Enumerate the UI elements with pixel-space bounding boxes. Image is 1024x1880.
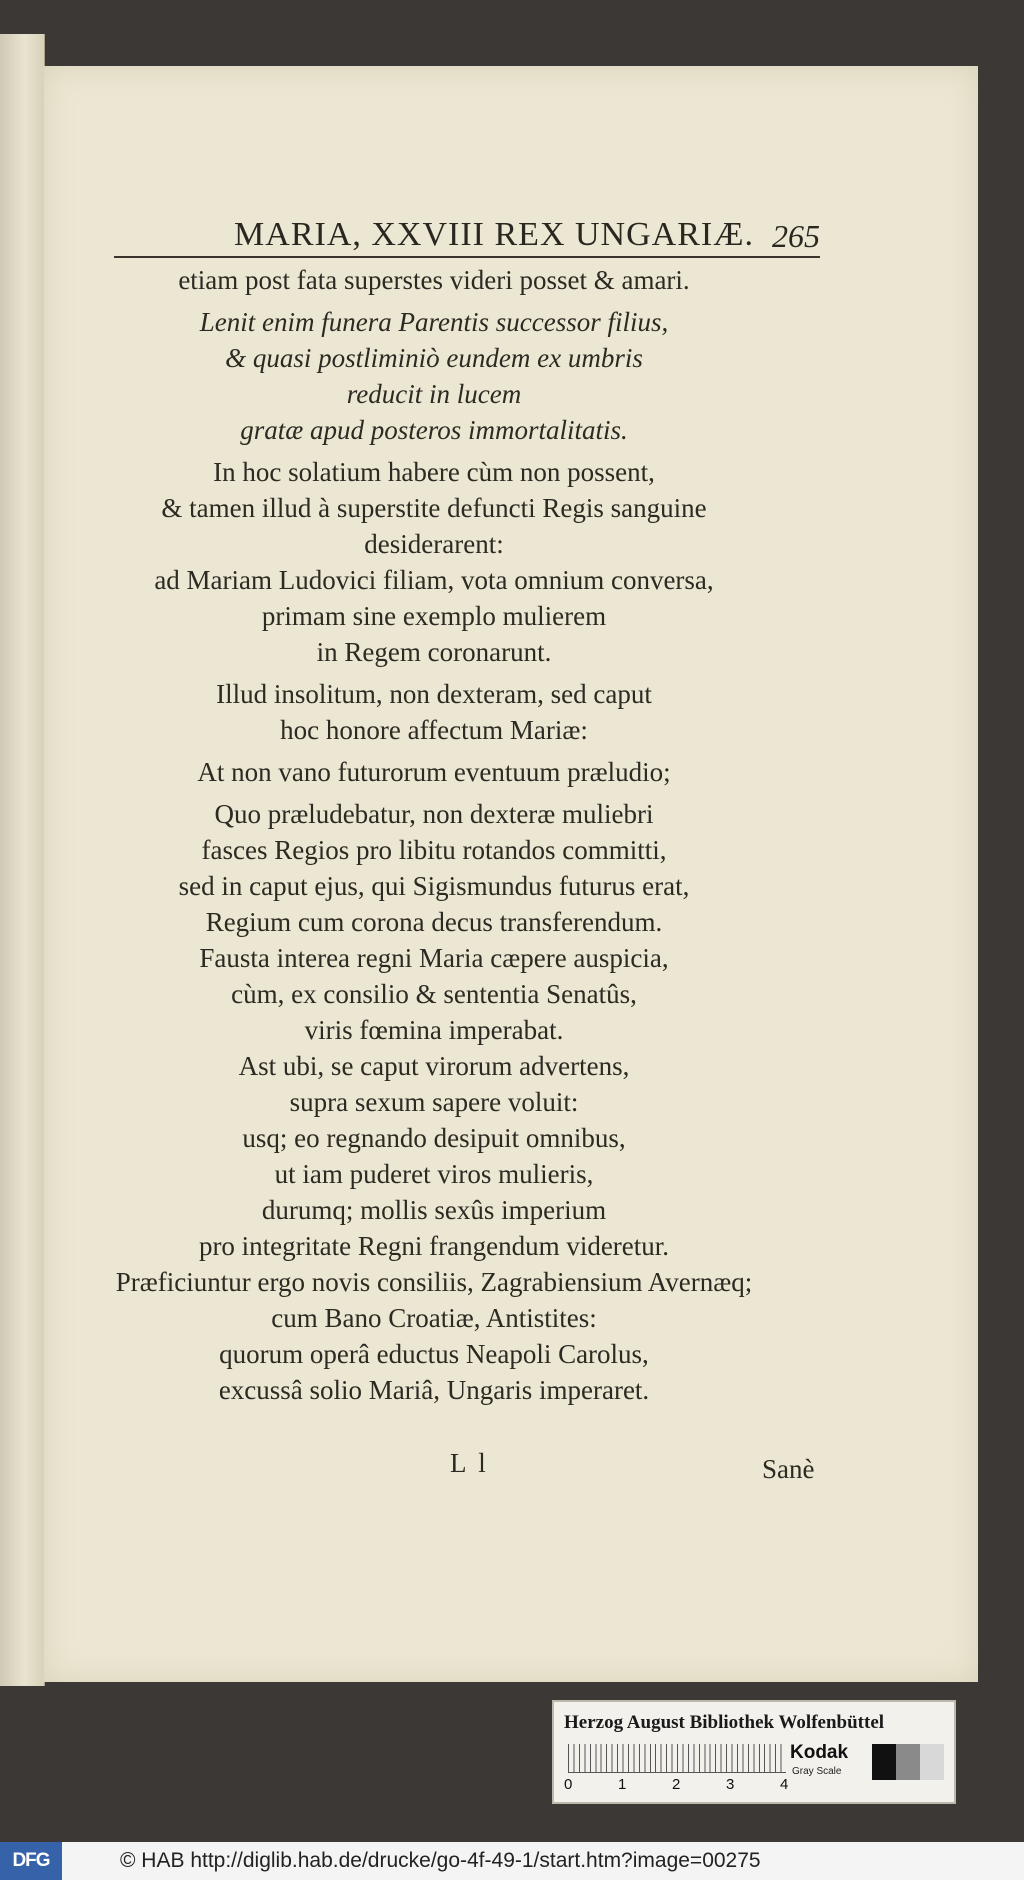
running-head-title: MARIA, XXVIII REX UNGARIÆ. bbox=[234, 216, 754, 253]
text-line: ut iam puderet viros mulieris, bbox=[274, 1159, 594, 1189]
text-line: etiam post fata superstes videri posset & amari. bbox=[178, 265, 690, 295]
text-line: excussâ solio Mariâ, Ungaris imperaret. bbox=[218, 1375, 650, 1405]
gray-swatch bbox=[896, 1744, 920, 1780]
text-line: cùm, ex consilio & sententia Senatûs, bbox=[231, 979, 637, 1009]
text-line: viris fœmina imperabat. bbox=[304, 1015, 564, 1045]
text-line: ad Mariam Ludovici filiam, vota omnium conversa, bbox=[154, 565, 714, 595]
text-line: quorum operâ eductus Neapoli Carolus, bbox=[219, 1339, 649, 1369]
ruler-number: 2 bbox=[672, 1776, 681, 1793]
measurement-ruler bbox=[568, 1744, 786, 1773]
text-line: fasces Regios pro libitu rotandos committi, bbox=[201, 835, 667, 865]
ruler-number: 3 bbox=[726, 1776, 735, 1793]
text-line: & quasi postliminiò eundem ex umbris bbox=[225, 343, 643, 373]
footer-bar bbox=[0, 1842, 1024, 1880]
ruler-number: 4 bbox=[780, 1776, 789, 1793]
institution-name: Herzog August Bibliothek Wolfenbüttel bbox=[564, 1712, 885, 1733]
copyright-link[interactable]: © HAB http://diglib.hab.de/drucke/go-4f-49-1/start.htm?image=00275 bbox=[120, 1849, 761, 1872]
text-line: Illud insolitum, non dexteram, sed caput bbox=[216, 679, 652, 709]
text-line: Præficiuntur ergo novis consiliis, Zagrabiensium Avernæq; bbox=[115, 1267, 753, 1297]
text-line: reducit in lucem bbox=[346, 379, 522, 409]
text-line: Regium cum corona decus transferendum. bbox=[205, 907, 663, 937]
ruler-number: 0 bbox=[564, 1776, 573, 1793]
running-head bbox=[44, 216, 978, 266]
text-line: Ast ubi, se caput virorum advertens, bbox=[238, 1051, 630, 1081]
text-line: At non vano futurorum eventuum præludio; bbox=[197, 757, 671, 787]
text-line: cum Bano Croatiæ, Antistites: bbox=[271, 1303, 597, 1333]
text-line: & tamen illud à superstite defuncti Regis sanguine bbox=[161, 493, 707, 523]
text-line: In hoc solatium habere cùm non possent, bbox=[213, 457, 655, 487]
page-number: 265 bbox=[772, 218, 820, 254]
text-line: supra sexum sapere voluit: bbox=[289, 1087, 579, 1117]
dfg-logo: DFG bbox=[0, 1842, 62, 1880]
facing-page-edge bbox=[0, 34, 45, 1686]
text-line: pro integritate Regni frangendum videretur. bbox=[198, 1231, 670, 1261]
gray-swatch bbox=[920, 1744, 944, 1780]
kodak-brand: Kodak bbox=[790, 1742, 849, 1763]
text-line: usq; eo regnando desipuit omnibus, bbox=[242, 1123, 626, 1153]
text-line: Quo præludebatur, non dexteræ muliebri bbox=[214, 799, 654, 829]
text-line: primam sine exemplo mulierem bbox=[261, 601, 607, 631]
text-line: durumq; mollis sexûs imperium bbox=[261, 1195, 607, 1225]
text-line: hoc honore affectum Mariæ: bbox=[280, 715, 588, 745]
text-line: desiderarent: bbox=[364, 529, 504, 559]
text-line: Fausta interea regni Maria cæpere auspicia, bbox=[199, 943, 669, 973]
text-line: gratæ apud posteros immortalitatis. bbox=[240, 415, 628, 445]
gray-swatch bbox=[872, 1744, 896, 1780]
header-rule bbox=[114, 256, 820, 258]
text-line: Lenit enim funera Parentis successor filius, bbox=[199, 307, 669, 337]
grayscale-label: Gray Scale bbox=[792, 1766, 842, 1777]
body-text bbox=[84, 262, 784, 1408]
text-line: in Regem coronarunt. bbox=[316, 637, 552, 667]
color-calibration-bar bbox=[552, 1700, 956, 1804]
signature-mark: L l bbox=[450, 1448, 489, 1478]
book-page bbox=[44, 66, 978, 1682]
catchword: Sanè bbox=[762, 1454, 815, 1484]
ruler-number: 1 bbox=[618, 1776, 627, 1793]
text-line: sed in caput ejus, qui Sigismundus futurus erat, bbox=[178, 871, 690, 901]
